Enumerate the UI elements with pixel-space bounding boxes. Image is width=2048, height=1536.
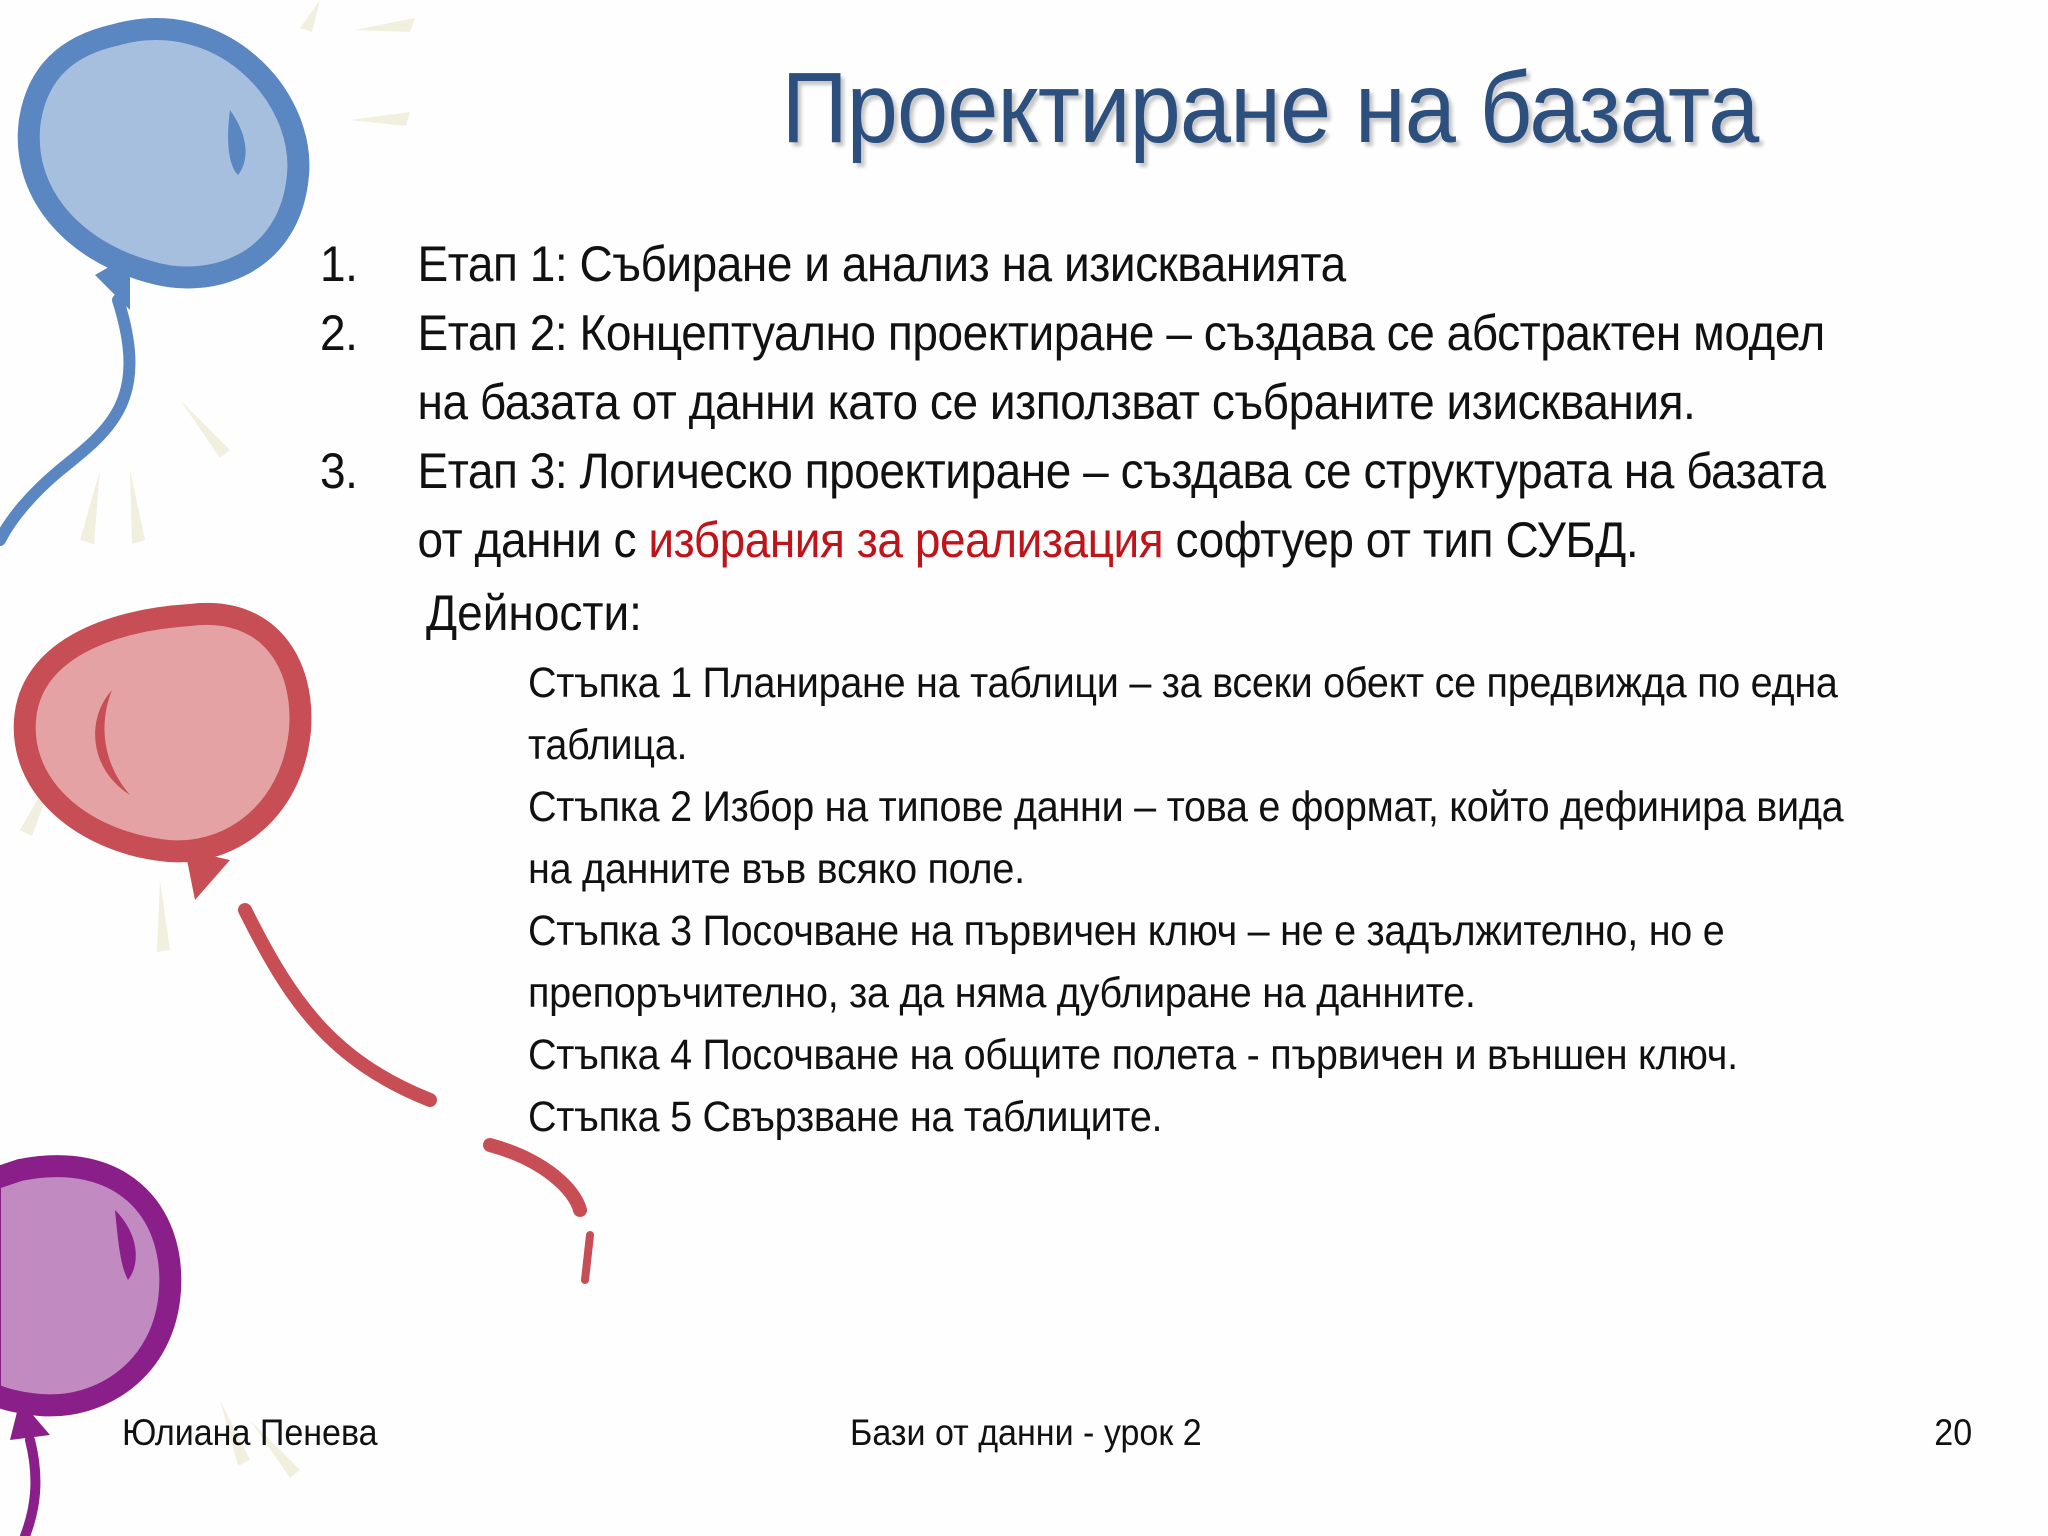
substep-item: Стъпка 1 Планиране на таблици – за всеки обект се предвижда по една таблица. (528, 659, 1838, 769)
substep-item: Стъпка 5 Свързване на таблиците. (528, 1093, 1163, 1141)
footer-course: Бази от данни - урок 2 (850, 1412, 1202, 1453)
balloon-blue-icon (0, 29, 298, 540)
list-item (320, 299, 1847, 437)
footer-author: Юлиана Пенева (122, 1412, 378, 1453)
substep-item: Стъпка 2 Избор на типове данни – това е формат, който дефинира вида на данните във всяко поле. (528, 783, 1844, 893)
stages-list (320, 230, 1980, 575)
highlighted-text: избрания за реализация (648, 512, 1164, 568)
list-item-text: Етап 1: Събиране и анализ на изискванията (417, 236, 1346, 292)
list-item-text: Етап 3: Логическо проектиране – създава се структурата на базата от данни с (417, 443, 1826, 568)
list-item (320, 230, 1847, 299)
list-item-number: 1. (320, 236, 358, 292)
substeps-list (528, 652, 1968, 1148)
balloon-purple-icon (0, 1166, 170, 1536)
substep-item: Стъпка 3 Посочване на първичен ключ – не е задължително, но е препоръчително, за да няма дублиране на данните. (528, 907, 1725, 1017)
list-item-number: 2. (320, 305, 358, 361)
list-item-text-end: софтуер от тип СУБД. (1163, 512, 1639, 568)
substep-item: Стъпка 4 Посочване на общите полета - първичен и външен ключ. (528, 1031, 1738, 1079)
list-item (320, 437, 1847, 575)
slide-title: Проектиране на базата (781, 52, 1759, 164)
list-item-text: Етап 2: Концептуално проектиране – създава се абстрактен модел на базата от данни като се използват събраните изисквания. (417, 305, 1825, 430)
activities-heading: Дейности: (426, 585, 642, 641)
list-item-number: 3. (320, 443, 358, 499)
page-number: 20 (1934, 1412, 1972, 1453)
